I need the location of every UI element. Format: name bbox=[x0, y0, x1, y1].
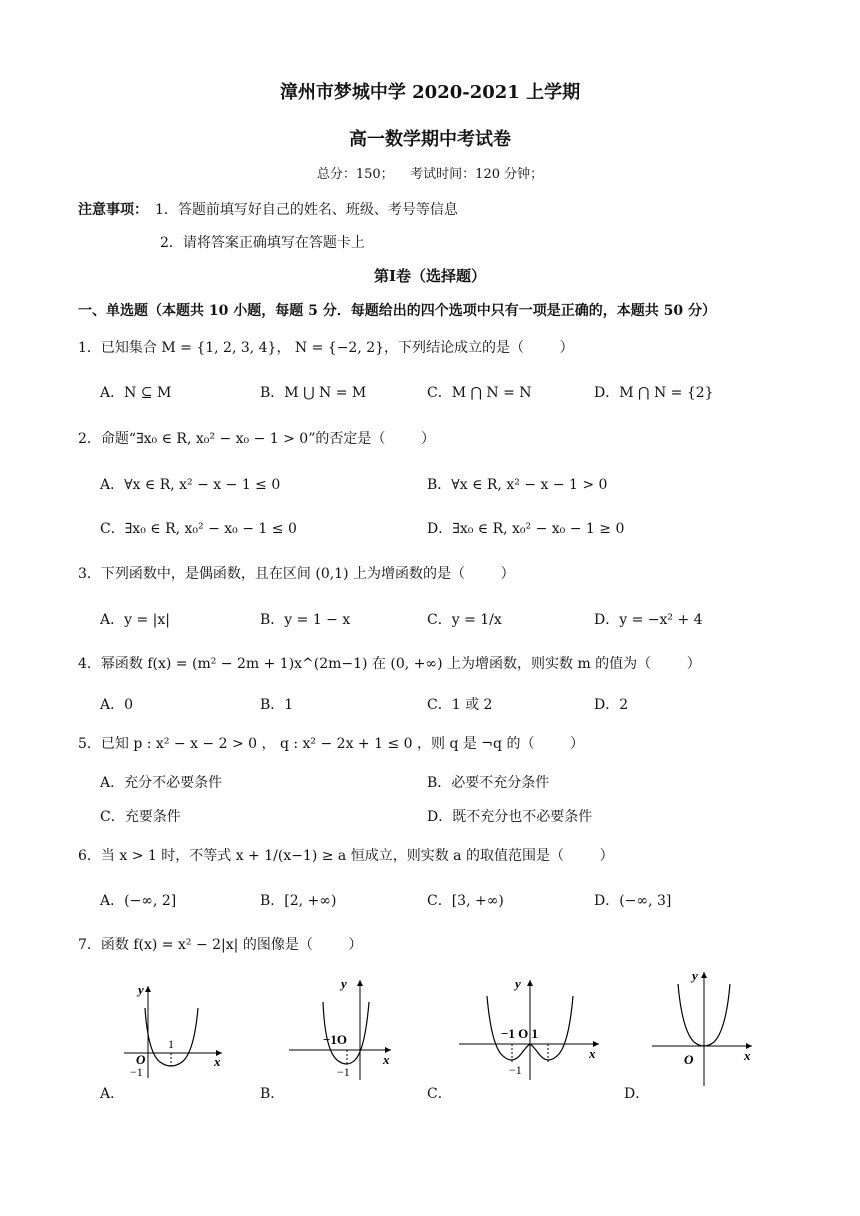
question-4-option-d[interactable]: D．2 bbox=[594, 697, 629, 713]
graph-b-tick-neg1: −1 bbox=[337, 1065, 350, 1079]
exam-meta: 总分：150； 考试时间：120 分钟； bbox=[316, 167, 544, 182]
question-6-stem: 6．当 x > 1 时，不等式 x + 1/(x−1) ≥ a 恒成立，则实数 a 的取值范围是（ ） bbox=[78, 848, 614, 864]
question-7-option-b[interactable]: B． bbox=[260, 1086, 285, 1102]
graph-a-origin: O bbox=[136, 1052, 146, 1067]
question-4-stem: 4．幂函数 f(x) = (m² − 2m + 1)x^(2m−1) 在 (0, +∞) 上为增函数，则实数 m 的值为（ ） bbox=[78, 656, 701, 672]
notes-item-2: 2．请将答案正确填写在答题卡上 bbox=[160, 235, 365, 251]
graph-c-y-label: y bbox=[515, 976, 521, 991]
question-5-stem: 5．已知 p : x² − x − 2 > 0 ， q : x² − 2x + 1 ≤ 0 ，则 q 是 ¬q 的（ ） bbox=[78, 736, 585, 752]
graph-b-ticks: −1O bbox=[323, 1032, 348, 1047]
graph-b-x-label: x bbox=[383, 1052, 390, 1067]
graph-c[interactable] bbox=[455, 972, 605, 1084]
question-1-stem: 1．已知集合 M = {1, 2, 3, 4}， N = {−2, 2}，下列结论成立的是（ ） bbox=[78, 340, 574, 356]
graph-c-ticks: −1 O 1 bbox=[501, 1026, 539, 1041]
question-3-stem: 3．下列函数中，是偶函数，且在区间 (0,1) 上为增函数的是（ ） bbox=[78, 566, 515, 582]
question-1-option-a[interactable]: A．N ⊆ M bbox=[100, 385, 172, 401]
graph-a-y-label: y bbox=[138, 982, 144, 997]
question-4-option-a[interactable]: A．0 bbox=[100, 697, 134, 713]
graph-c-tick-neg1: −1 bbox=[509, 1063, 522, 1077]
question-4-option-c[interactable]: C．1 或 2 bbox=[427, 697, 493, 713]
question-1-option-b[interactable]: B．M ⋃ N = M bbox=[260, 385, 367, 401]
graph-b[interactable] bbox=[285, 972, 397, 1084]
volume-title: 第Ⅰ卷（选择题） bbox=[373, 267, 487, 285]
question-7-option-a[interactable]: A． bbox=[100, 1086, 125, 1102]
question-5-option-b[interactable]: B．必要不充分条件 bbox=[427, 775, 550, 791]
question-5-option-d[interactable]: D．既不充分也不必要条件 bbox=[427, 809, 593, 825]
notes-label: 注意事项： bbox=[78, 202, 148, 218]
question-3-option-d[interactable]: D．y = −x² + 4 bbox=[594, 612, 703, 628]
question-5-option-c[interactable]: C．充要条件 bbox=[100, 809, 181, 825]
question-3-option-c[interactable]: C．y = 1/x bbox=[427, 612, 502, 628]
graph-c-x-label: x bbox=[589, 1046, 596, 1061]
graph-a-x-label: x bbox=[214, 1054, 221, 1069]
graph-a[interactable] bbox=[118, 978, 228, 1083]
graph-d[interactable] bbox=[648, 966, 758, 1091]
notes-item-1: 1．答题前填写好自己的姓名、班级、考号等信息 bbox=[155, 202, 458, 218]
section-1-heading: 一、单选题（本题共 10 小题，每题 5 分．每题给出的四个选项中只有一项是正确的，本题共 50 分） bbox=[78, 303, 716, 319]
question-2-option-c[interactable]: C．∃x₀ ∈ R, x₀² − x₀ − 1 ≤ 0 bbox=[100, 521, 297, 537]
graph-d-x-label: x bbox=[744, 1048, 751, 1063]
question-7-stem: 7．函数 f(x) = x² − 2|x| 的图像是（ ） bbox=[78, 937, 363, 953]
exam-title: 漳州市梦城中学 2020-2021 上学期 bbox=[279, 82, 581, 103]
graph-a-tick-1: 1 bbox=[168, 1037, 174, 1051]
graph-d-origin: O bbox=[684, 1052, 694, 1067]
question-3-option-a[interactable]: A．y = |x| bbox=[100, 612, 170, 628]
question-2-option-d[interactable]: D．∃x₀ ∈ R, x₀² − x₀ − 1 ≥ 0 bbox=[427, 521, 625, 537]
question-2-option-a[interactable]: A．∀x ∈ R, x² − x − 1 ≤ 0 bbox=[100, 477, 281, 493]
exam-subtitle: 高一数学期中考试卷 bbox=[349, 129, 511, 150]
graph-b-y-label: y bbox=[341, 976, 347, 991]
question-6-option-a[interactable]: A．(−∞, 2] bbox=[100, 893, 177, 909]
question-7-option-d[interactable]: D． bbox=[624, 1086, 650, 1102]
question-6-option-d[interactable]: D．(−∞, 3] bbox=[594, 893, 672, 909]
question-2-stem: 2．命题“∃x₀ ∈ R, x₀² − x₀ − 1 > 0”的否定是（ ） bbox=[78, 431, 435, 447]
question-5-option-a[interactable]: A．充分不必要条件 bbox=[100, 775, 223, 791]
question-4-option-b[interactable]: B．1 bbox=[260, 697, 294, 713]
graph-a-tick-neg1: −1 bbox=[130, 1065, 143, 1079]
graph-d-y-label: y bbox=[692, 968, 698, 983]
question-3-option-b[interactable]: B．y = 1 − x bbox=[260, 612, 351, 628]
question-6-option-c[interactable]: C．[3, +∞) bbox=[427, 893, 504, 909]
question-7-option-c[interactable]: C． bbox=[427, 1086, 452, 1102]
question-6-option-b[interactable]: B．[2, +∞) bbox=[260, 893, 337, 909]
question-2-option-b[interactable]: B．∀x ∈ R, x² − x − 1 > 0 bbox=[427, 477, 608, 493]
question-1-option-d[interactable]: D．M ⋂ N = {2} bbox=[594, 385, 714, 401]
question-1-option-c[interactable]: C．M ⋂ N = N bbox=[427, 385, 532, 401]
